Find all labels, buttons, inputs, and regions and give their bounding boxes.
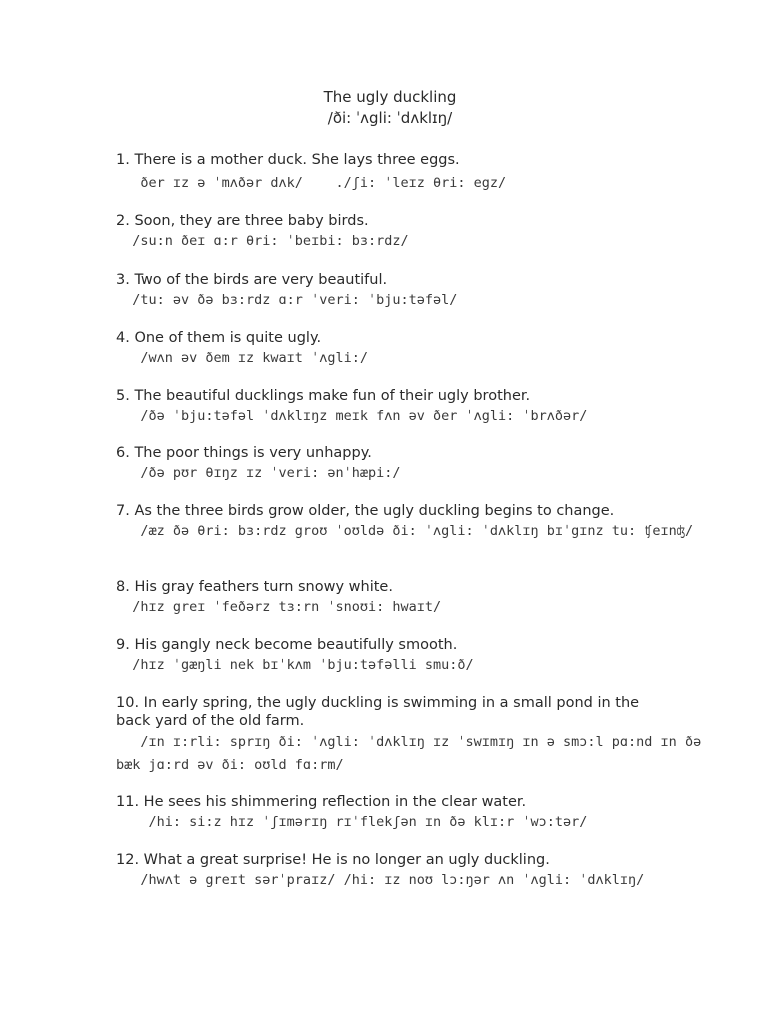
sentence-phonetic: /ðə ˈbju:təfəl ˈdʌklɪŋz meɪk fʌn əv ðer ˈʌgli: ˈbrʌðər/ [116, 408, 588, 424]
sentence-text: 7. As the three birds grow older, the ugly duckling begins to change. [116, 503, 615, 519]
sentence-phonetic: /hi: si:z hɪz ˈʃɪmərɪŋ rɪˈflekʃən ɪn ðə klɪ:r ˈwɔ:tər/ [116, 814, 588, 830]
sentence-item-12 [116, 851, 656, 890]
sentence-item-6 [116, 444, 656, 483]
sentence-phonetic: /wʌn əv ðem ɪz kwaɪt ˈʌgli:/ [116, 350, 368, 366]
sentence-item-8 [116, 578, 656, 617]
sentence-item-11 [116, 793, 656, 832]
sentence-item-3 [116, 271, 656, 310]
sentence-phonetic: /æz ðə θri: bɜ:rdz groʊ ˈoʊldə ði: ˈʌgli: ˈdʌklɪŋ bɪˈgɪnz tu: ʧeɪnʤ/ [116, 523, 694, 539]
sentence-phonetic: /hɪz ˈgæŋli nek bɪˈkʌm ˈbju:təfəlli smu:ð/ [116, 657, 474, 673]
sentence-text: 10. In early spring, the ugly duckling is swimming in a small pond in the back yard of the old farm. [116, 695, 640, 729]
sentence-text: 4. One of them is quite ugly. [116, 330, 322, 346]
sentence-text: 9. His gangly neck become beautifully smooth. [116, 637, 458, 653]
sentence-text: 11. He sees his shimmering reflection in the clear water. [116, 794, 527, 810]
sentence-text: 5. The beautiful ducklings make fun of their ugly brother. [116, 388, 531, 404]
document-title-phonetic: /ði: ˈʌgli: ˈdʌklɪŋ/ [327, 109, 453, 127]
sentence-text: 8. His gray feathers turn snowy white. [116, 579, 393, 595]
title-block [320, 88, 460, 127]
sentence-item-1 [116, 151, 656, 193]
sentence-phonetic: ðer ɪz ə ˈmʌðər dʌk/ ./ʃi: ˈleɪz θri: egz/ [116, 175, 507, 191]
sentence-text: 2. Soon, they are three baby birds. [116, 213, 369, 229]
sentence-item-9 [116, 636, 656, 675]
sentence-item-4 [116, 329, 656, 368]
sentence-phonetic: /ɪn ɪ:rli: sprɪŋ ði: ˈʌgli: ˈdʌklɪŋ ɪz ˈswɪmɪŋ ɪn ə smɔ:l pɑ:nd ɪn ðə bæk jɑ:rd əv ði: oʊld fɑ:rm/ [116, 734, 702, 773]
sentence-text: 6. The poor things is very unhappy. [116, 445, 372, 461]
sentence-item-2 [116, 212, 656, 251]
sentence-item-10 [116, 694, 702, 777]
sentence-item-7 [116, 502, 694, 541]
document-title: The ugly duckling [323, 88, 457, 106]
sentence-text: 1. There is a mother duck. She lays three eggs. [116, 152, 460, 168]
sentence-text: 3. Two of the birds are very beautiful. [116, 272, 388, 288]
sentence-item-5 [116, 387, 656, 426]
sentence-phonetic: /su:n ðeɪ ɑ:r θri: ˈbeɪbi: bɜ:rdz/ [116, 233, 409, 249]
sentence-phonetic: /tu: əv ðə bɜ:rdz ɑ:r ˈveri: ˈbju:təfəl/ [116, 292, 458, 308]
sentence-phonetic: /hwʌt ə greɪt sərˈpraɪz/ /hi: ɪz noʊ lɔ:ŋər ʌn ˈʌgli: ˈdʌklɪŋ/ [116, 872, 645, 888]
sentence-phonetic: /ðə pʊr θɪŋz ɪz ˈveri: ənˈhæpi:/ [116, 465, 401, 481]
sentence-phonetic: /hɪz greɪ ˈfeðərz tɜ:rn ˈsnoʊi: hwaɪt/ [116, 599, 442, 615]
sentence-text: 12. What a great surprise! He is no longer an ugly duckling. [116, 852, 550, 868]
